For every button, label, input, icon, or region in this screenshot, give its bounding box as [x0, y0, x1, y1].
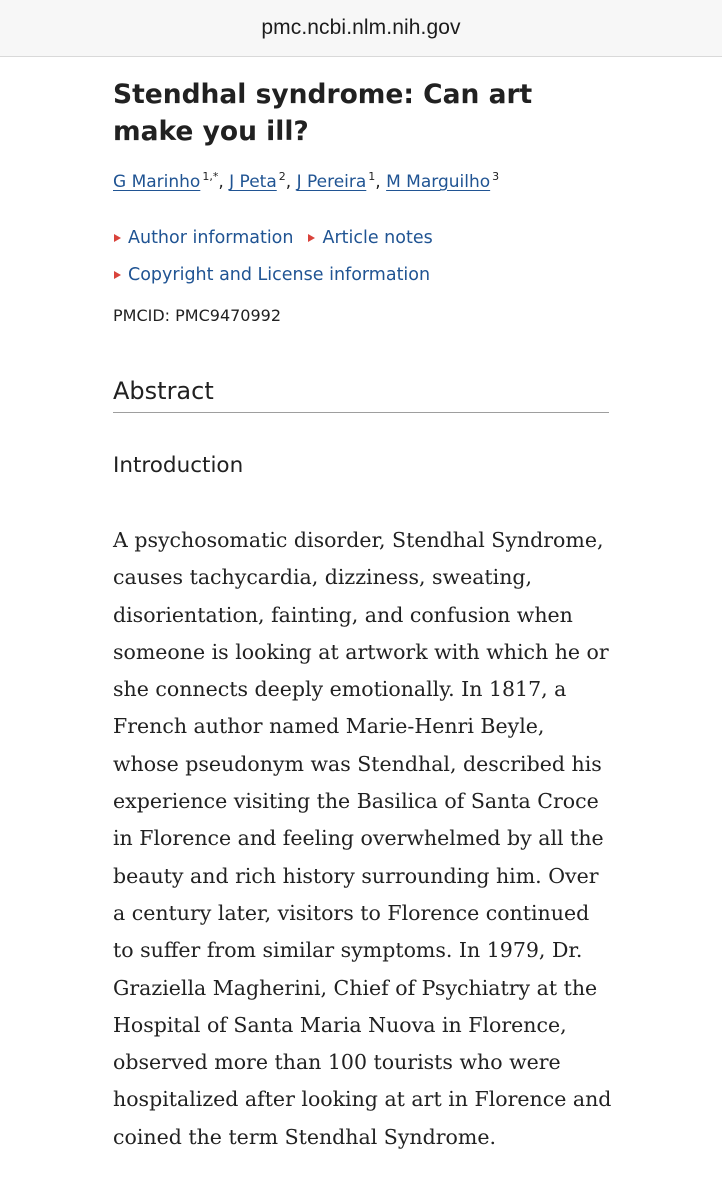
author-affiliation: 1 — [368, 170, 376, 184]
author-link-marinho[interactable]: G Marinho — [113, 172, 201, 192]
abstract-paragraph: A psychosomatic disorder, Stendhal Syndrome, causes tachycardia, dizziness, sweating, disorientation, fainting, and confusion when someone is looking at artwork with which he or she connects deeply emotionally. In 1817, a French author named Marie-Henri Beyle, whose pseudonym was Stendhal, described his experience visiting the Basilica of Santa Croce in Florence and feeling overwhelmed by all the beauty and rich history surrounding him. Over a century later, visitors to Florence continued to suffer from similar symptoms. In 1979, Dr. Graziella Magherini, Chief of Psychiatry at the Hospital of Santa Maria Nuova in Florence, observed more than 100 tourists who were hospitalized after looking at art in Florence and coined the term Stendhal Syndrome. — [113, 528, 612, 1149]
article-notes-toggle[interactable] — [307, 228, 432, 248]
copyright-license-toggle[interactable] — [113, 265, 430, 285]
author-link-peta[interactable]: J Peta — [229, 172, 277, 192]
author-information-label: Author information — [128, 228, 294, 248]
pmcid: PMCID: PMC9470992 — [113, 306, 282, 325]
introduction-heading: Introduction — [113, 453, 244, 478]
author-affiliation: 2 — [278, 170, 286, 184]
copyright-license-label: Copyright and License information — [128, 265, 431, 285]
author-list: G Marinho $^{1,*}$, J Peta $^2$, J Pereira $^1$, M Marguilho $^3$ — [113, 170, 500, 192]
copyright-row — [113, 265, 444, 285]
article-meta-row — [113, 228, 447, 248]
triangle-right-icon — [114, 234, 121, 242]
abstract-heading: Abstract — [113, 374, 609, 413]
author-link-marguilho[interactable]: M Marguilho — [386, 172, 491, 192]
url-text[interactable]: pmc.ncbi.nlm.nih.gov — [261, 16, 461, 39]
browser-url-bar[interactable] — [0, 0, 722, 57]
author-affiliation: 1,* — [202, 170, 219, 184]
triangle-right-icon — [308, 234, 315, 242]
triangle-right-icon — [114, 271, 121, 279]
author-information-toggle[interactable] — [113, 228, 293, 248]
author-link-pereira[interactable]: J Pereira — [296, 172, 367, 192]
author-affiliation: 3 — [492, 170, 500, 184]
article-notes-label: Article notes — [322, 228, 433, 248]
article-title: Stendhal syndrome: Can art make you ill? — [113, 79, 533, 147]
